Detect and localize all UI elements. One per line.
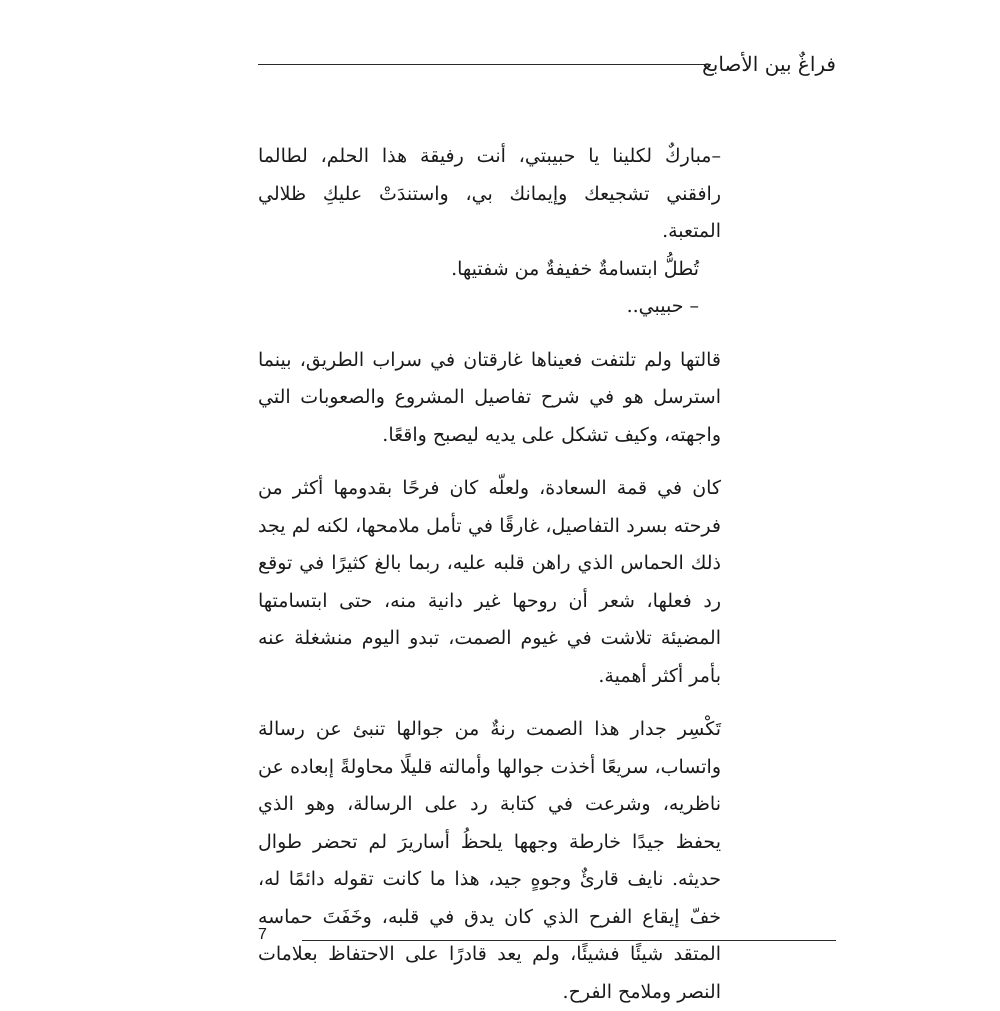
paragraph-narration-2: كان في قمة السعادة، ولعلّه كان فرحًا بقدومها أكثر من فرحته بسرد التفاصيل، غارقًا في تأمل ملامحها، لكنه لم يجد ذلك الحماس الذي راهن قلبه عليه، ربما بالغ كثيرًا في توقع رد فعلها، شعر أن روحها غير دانية منه، حتى ابتسامتها المضيئة تلاشت في غيوم الصمت، تبدو اليوم منشغلة عنه بأمر أكثر أهمية. bbox=[258, 477, 721, 687]
footer-rule bbox=[302, 940, 836, 941]
running-header bbox=[258, 44, 836, 84]
book-title: فراغٌ بين الأصابع bbox=[702, 52, 836, 76]
header-rule bbox=[258, 64, 711, 65]
body-text bbox=[258, 138, 721, 1011]
paragraph-narration-1: قالتها ولم تلتفت فعيناها غارقتان في سراب الطريق، بينما استرسل هو في شرح تفاصيل المشروع والصعوبات التي واجهته، وكيف تشكل على يديه ليصبح واقعًا. bbox=[258, 348, 721, 446]
paragraph-smile: تُطلُّ ابتسامةٌ خفيفةٌ من شفتيها. bbox=[451, 257, 699, 280]
paragraph-dialogue-1: –مباركٌ لكلينا يا حبيبتي، أنت رفيقة هذا الحلم، لطالما رافقني تشجيعك وإيمانك بي، واستندَتْ عليكِ ظلالي المتعبة. bbox=[258, 145, 721, 242]
page-number: 7 bbox=[258, 926, 267, 943]
page-footer bbox=[258, 920, 836, 950]
paragraph-narration-3: تَكْسِر جدار هذا الصمت رنةٌ من جوالها تنبئ عن رسالة واتساب، سريعًا أخذت جوالها وأمالته قليلًا محاولةً إبعاده عن ناظريه، وشرعت في كتابة رد على الرسالة، وهو الذي يحفظ جيدًا خارطة وجهها يلحظُ أساريرَ لم تحضر طوال حديثه. نايف قارئٌ وجوهٍ جيد، هذا ما كانت تقوله دائمًا له، خفّ إيقاع الفرح الذي كان يدق في قلبه، وخَفَتَ حماسه المتقد شيئًا فشيئًا، ولم يعد قادرًا على الاحتفاظ بعلامات النصر وملامح الفرح. bbox=[258, 718, 721, 1003]
paragraph-dialogue-2: – حبيبي.. bbox=[626, 295, 699, 317]
